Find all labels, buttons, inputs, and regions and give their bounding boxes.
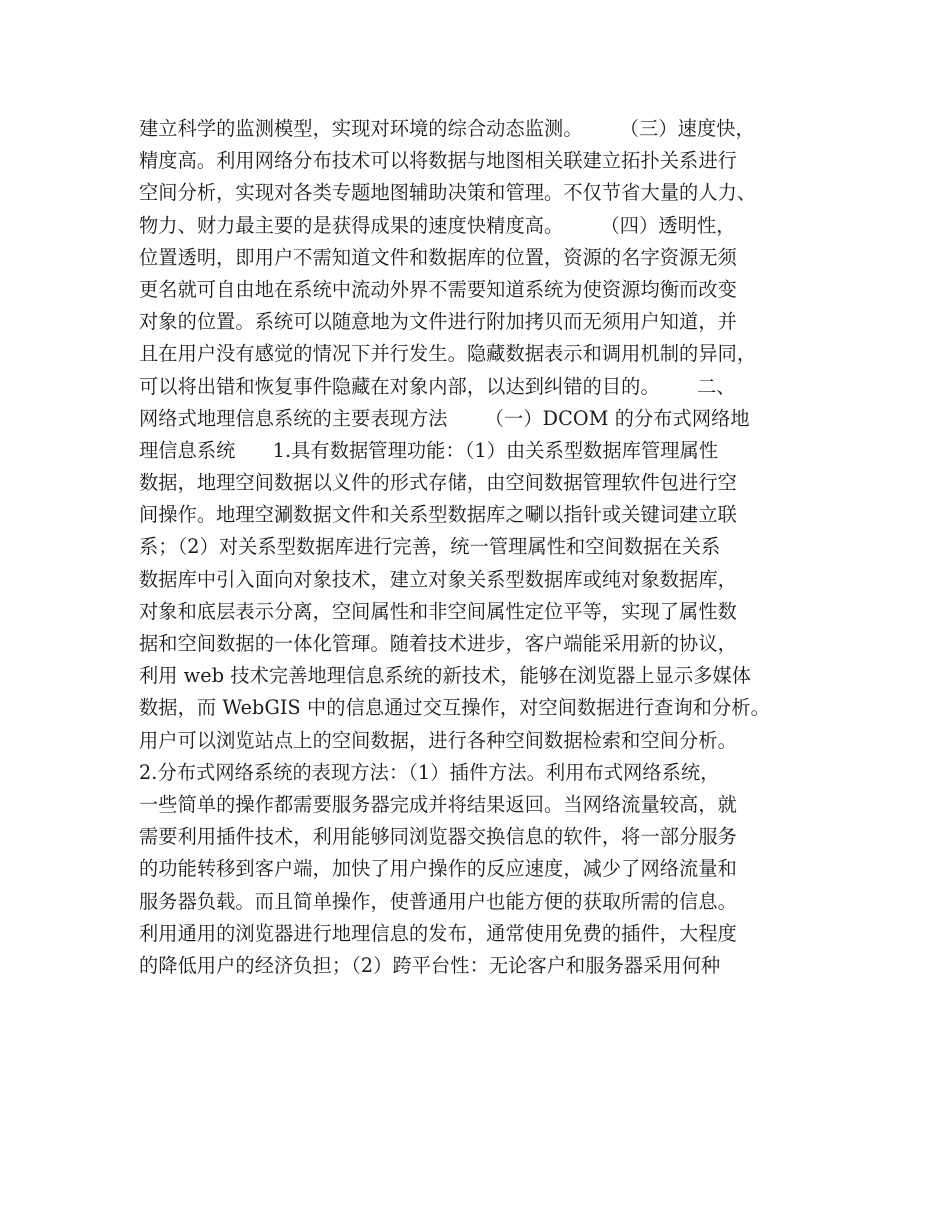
text-line: 位置透明，即用户不需知道文件和数据库的位置，资源的名字资源无须	[139, 245, 737, 269]
text-line: 对象的位置。系统可以随意地为文件进行附加拷贝而无须用户知道，并	[139, 310, 737, 334]
text-line: 的降低用户的经济负担；（2）跨平台性：无论客户和服务器采用何种	[139, 953, 721, 977]
text-line: 用户可以浏览站点上的空间数据，进行各种空间数据检索和空间分析。	[139, 728, 737, 752]
text-line: 可以将出错和恢复事件隐藏在对象内部，以达到纠错的目的。 二、	[139, 374, 736, 398]
text-line: 空间分析，实现对各类专题地图辅助决策和管理。不仅节省大量的人力、	[139, 181, 757, 205]
text-line: 一些简单的操作都需要服务器完成并将结果返回。当网络流量较高，就	[139, 792, 737, 816]
text-line: 利用通用的浏览器进行地理信息的发布，通常使用免费的插件，大程度	[139, 921, 737, 945]
text-line: 更名就可自由地在系统中流动外界不需要知道系统为使资源均衡而改变	[139, 277, 737, 301]
text-line: 数据库中引入面向对象技术，建立对象关系型数据库或纯对象数据库，	[139, 567, 737, 591]
text-line: 据和空间数据的一体化管琿。随着技术进步，客户端能采用新的协议，	[139, 632, 737, 655]
text-line: 需要利用插件技术，利用能够同浏览器交换信息的软件，将一部分服务	[139, 825, 737, 849]
body-text	[139, 113, 839, 982]
text-line: 间操作。地理空涮数据文件和关系型数据库之唰以指针或关键词建立联	[139, 503, 737, 527]
text-line: 数据，地理空间数据以义件的形式存储，由空间数据管理软件包进行空	[139, 471, 737, 495]
text-line: 2.分布式网络系统的表现方法：（1）插件方法。利用布式网络系统，	[139, 760, 720, 784]
text-line: 利用 web 技术完善地理信息系统的新技术，能够在浏览器上显示多媒体	[139, 664, 752, 688]
text-line: 理信息系统 1.具有数据管理功能：（1）由关系型数据库管理属性	[139, 438, 719, 462]
text-line: 系；（2）对关系型数据库进行完善，统一管理属性和空间数据在关系	[139, 535, 721, 559]
text-line: 数据，而 WebGIS 中的信息通过交互操作，对空间数据进行查询和分析。	[139, 696, 770, 720]
text-line: 且在用户没有感觉的情况下并行发生。隐藏数据表示和调用机制的异同，	[139, 342, 757, 366]
text-line: 物力、财力最主要的是获得成果的速度快精度高。 （四）透明性，	[139, 213, 736, 237]
text-line: 建立科学的监测模型，实现对环境的综合动态监测。 （三）速度快，	[139, 117, 755, 140]
text-line: 的功能转移到客户端，加快了用户操作的反应速度，减少了网络流量和	[139, 857, 737, 881]
text-line: 网络式地理信息系统的主要表现方法 （一）DCOM 的分布式网络地	[139, 406, 750, 430]
text-line: 精度高。利用网络分布技术可以将数据与地图相关联建立拓扑关系进行	[139, 149, 737, 173]
text-line: 对象和底层表示分离，空间属性和非空间属性定位平等，实现了属性数	[139, 599, 737, 623]
text-line: 服务器负载。而且简单操作，使普通用户也能方便的获取所需的信息。	[139, 889, 737, 913]
